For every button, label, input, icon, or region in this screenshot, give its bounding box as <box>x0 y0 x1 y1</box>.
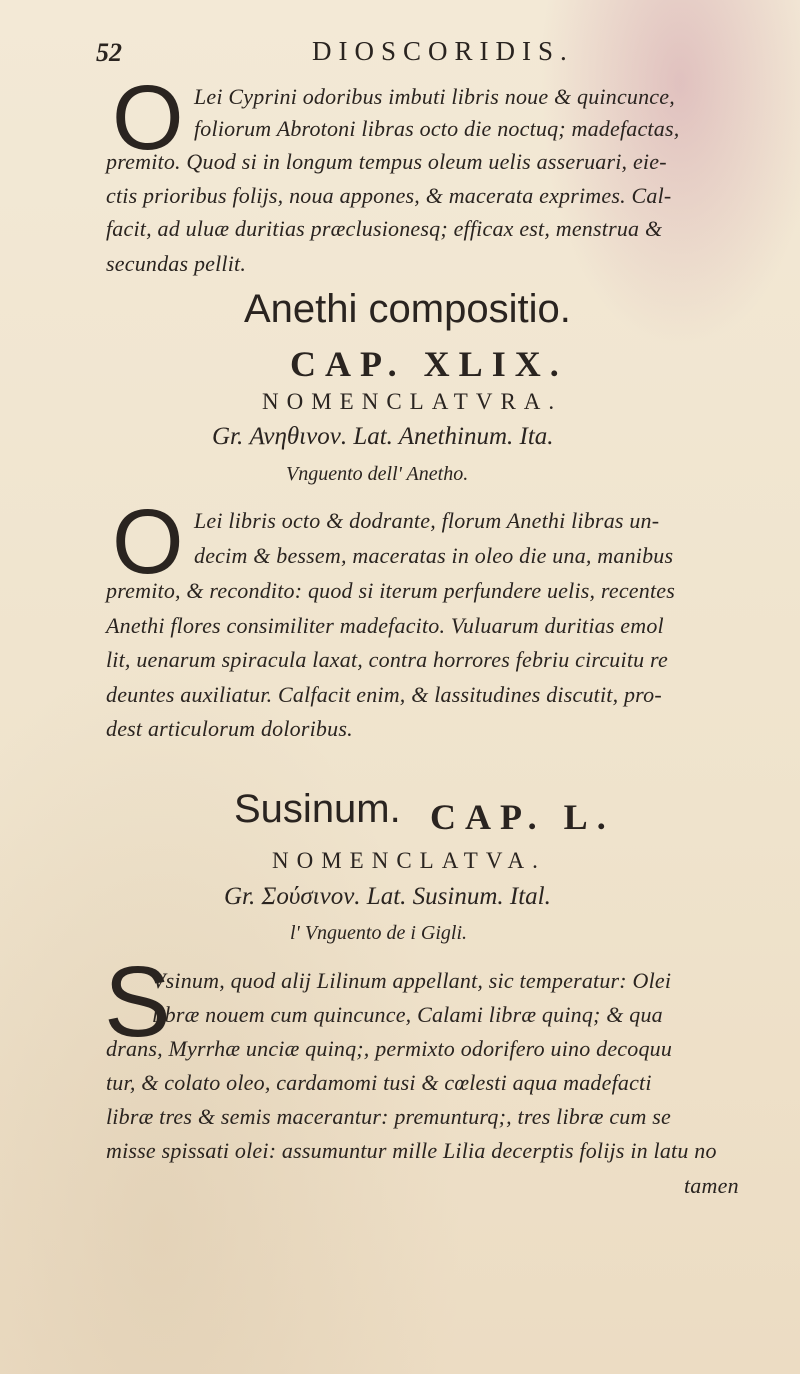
nomenclatura-heading: NOMENCLATVA. <box>272 848 546 873</box>
text-line: ctis prioribus folijs, noua appones, & macerata exprimes. Cal- <box>106 183 672 208</box>
drop-cap-o: O <box>112 491 184 593</box>
text-line: Lei Cyprini odoribus imbuti libris noue & quincunce, <box>194 84 675 109</box>
drop-cap-s: S <box>104 946 171 1058</box>
text-line: decim & bessem, maceratas in oleo die una, manibus <box>194 543 674 568</box>
text-line: misse spissati olei: assumuntur mille Lilia decerptis folijs in latu no <box>106 1138 717 1163</box>
text-line: tur, & colato oleo, cardamomi tusi & cœlesti aqua madefacti <box>106 1070 652 1095</box>
text-line: facit, ad uluæ duritias præclusionesq; efficax est, menstrua & <box>106 216 663 241</box>
vulgar-name: l' Vnguento de i Gigli. <box>290 922 468 944</box>
text-line: dest articulorum doloribus. <box>106 716 353 741</box>
text-line: lit, uenarum spiracula laxat, contra horrores febriu circuitu re <box>106 647 668 672</box>
text-line: libræ tres & semis macerantur: premunturq;, tres libræ cum se <box>106 1104 672 1129</box>
names-line: Gr. Ανηθινον. Lat. Anethinum. Ita. <box>212 423 554 450</box>
text-line: drans, Myrrhæ unciæ quinq;, permixto odorifero uino decoquu <box>106 1036 673 1061</box>
text-line: secundas pellit. <box>106 251 247 276</box>
section-heading: Anethi compositio. <box>244 287 571 331</box>
drop-cap-o: O <box>112 67 184 169</box>
chapter-heading: CAP. L. <box>430 797 615 837</box>
chapter-heading: CAP. XLIX. <box>290 344 568 384</box>
text-line: premito, & recondito: quod si iterum perfundere uelis, recentes <box>106 578 676 603</box>
text-line: libræ nouem cum quincunce, Calami libræ quinq; & qua <box>152 1002 663 1027</box>
page-number: 52 <box>96 38 122 67</box>
section-heading: Susinum. <box>234 787 401 831</box>
text-line: premito. Quod si in longum tempus oleum uelis asseruari, eie- <box>106 149 667 174</box>
text-line: foliorum Abrotoni libras octo die noctuq; madefactas, <box>194 116 680 141</box>
names-line: Gr. Σούσινον. Lat. Susinum. Ital. <box>224 883 551 910</box>
vulgar-name: Vnguento dell' Anetho. <box>286 463 469 485</box>
text-line: Vsinum, quod alij Lilinum appellant, sic temperatur: Olei <box>152 968 672 993</box>
text-line: Anethi flores consimiliter madefacito. Vuluarum duritias emol <box>106 613 664 638</box>
running-title: DIOSCORIDIS. <box>312 36 574 66</box>
catchword: tamen <box>684 1173 739 1198</box>
nomenclatura-heading: NOMENCLATVRA. <box>262 389 563 414</box>
text-line: deuntes auxiliatur. Calfacit enim, & lassitudines discutit, pro- <box>106 682 662 707</box>
text-line: Lei libris octo & dodrante, florum Anethi libras un- <box>194 508 660 533</box>
